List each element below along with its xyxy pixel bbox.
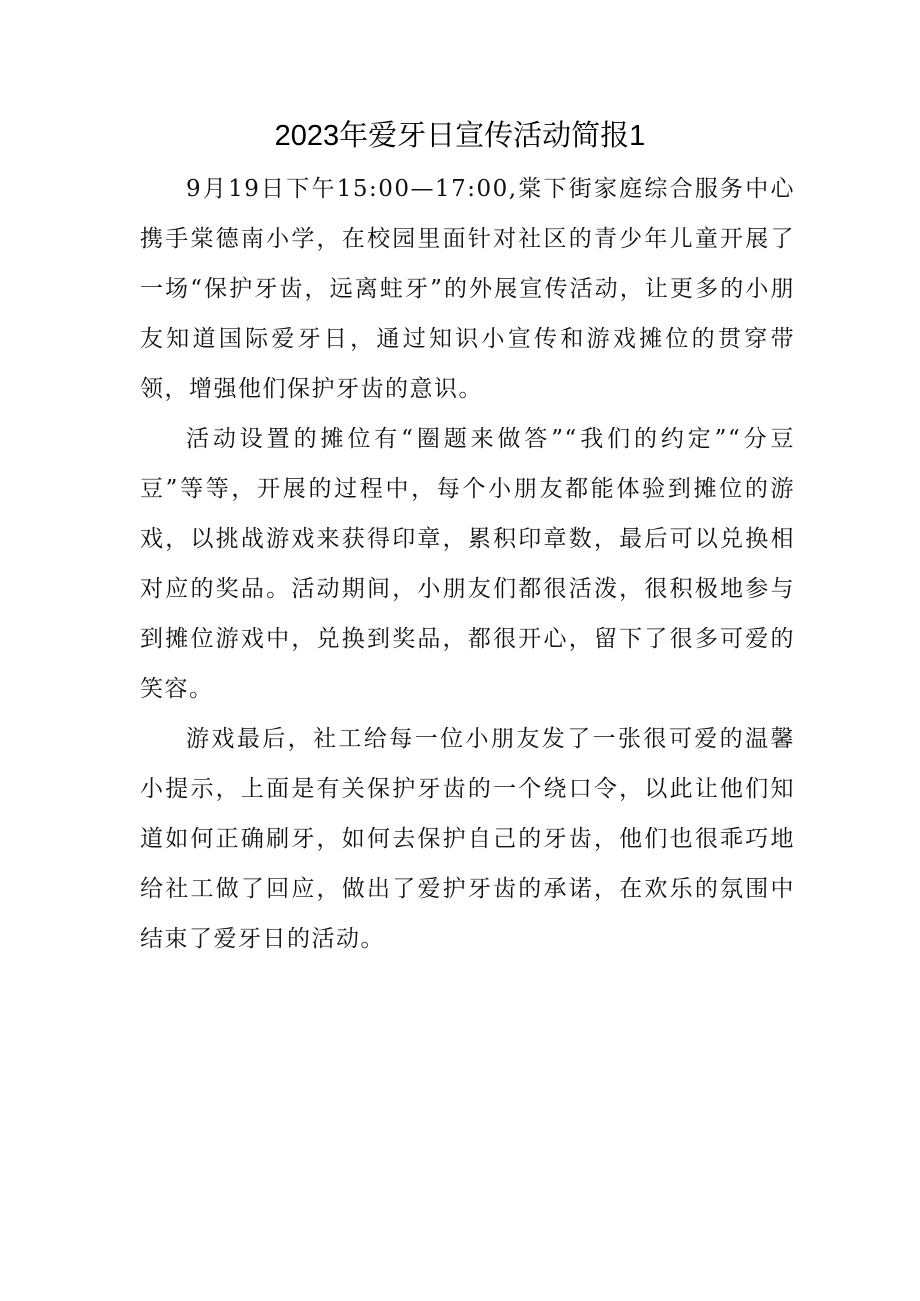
paragraph-3: 游戏最后，社工给每一位小朋友发了一张很可爱的温馨小提示，上面是有关保护牙齿的一个绕口令，以此让他们知道如何正确刷牙，如何去保护自己的牙齿，他们也很乖巧地给社工做了回应，做出了爱护牙齿的承诺，在欢乐的氛围中结束了爱牙日的活动。 <box>140 726 795 952</box>
paragraph-1: 9月19日下午15:00—17:00,棠下街家庭综合服务中心携手棠德南小学，在校园里面针对社区的青少年儿童开展了一场“保护牙齿，远离蛀牙”的外展宣传活动，让更多的小朋友知道国际爱牙日，通过知识小宣传和游戏摊位的贯穿带领，增强他们保护牙齿的意识。 <box>140 176 795 402</box>
paragraph-2: 活动设置的摊位有“圈题来做答”“我们的约定”“分豆豆”等等，开展的过程中，每个小朋友都能体验到摊位的游戏，以挑战游戏来获得印章，累积印章数，最后可以兑换相对应的奖品。活动期间，小朋友们都很活泼，很积极地参与到摊位游戏中，兑换到奖品，都很开心，留下了很多可爱的笑容。 <box>140 426 795 702</box>
document-title: 2023年爱牙日宣传活动简报1 <box>274 120 646 152</box>
document-body <box>140 164 795 964</box>
